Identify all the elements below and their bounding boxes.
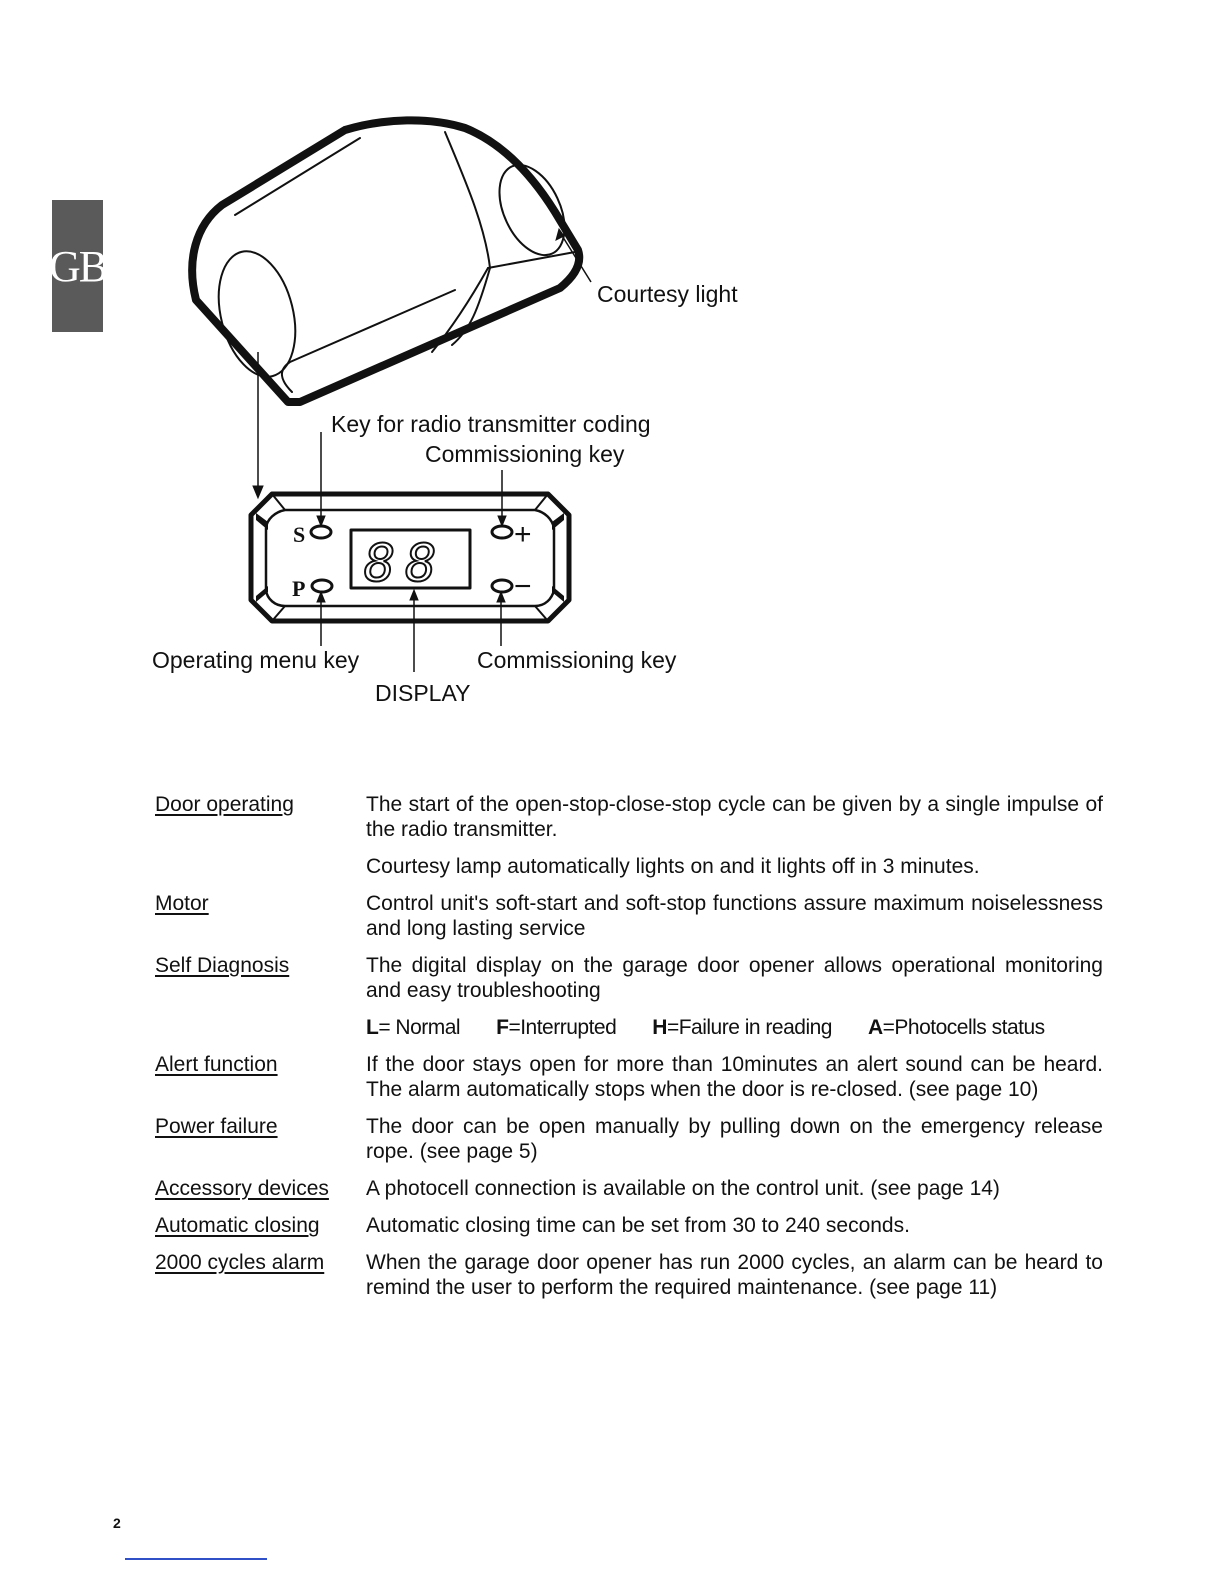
opener-housing-drawing (192, 120, 579, 402)
feature-text: Automatic closing time can be set from 30 to 240 seconds. (366, 1214, 910, 1237)
feature-text: The door can be open manually by pulling down on the emergency release rope. (see page 5) (366, 1115, 1103, 1163)
feature-term: Automatic closing (155, 1214, 320, 1237)
status-code-f: F=Interrupted (496, 1016, 617, 1039)
panel-p-label: P (292, 576, 306, 601)
display-label: DISPLAY (375, 680, 471, 706)
feature-row (155, 891, 1103, 941)
feature-text: When the garage door opener has run 2000 cycles, an alarm can be heard to remind the user to perform the required maintenance. (see page 11) (366, 1251, 1103, 1299)
feature-row (155, 953, 1103, 1040)
feature-text: A photocell connection is available on the control unit. (see page 14) (366, 1177, 1000, 1200)
status-code-h: H=Failure in reading (652, 1016, 832, 1039)
commissioning-key-bottom-label: Commissioning key (477, 647, 677, 673)
feature-term: Accessory devices (155, 1177, 329, 1200)
feature-text: If the door stays open for more than 10minutes an alert sound can be heard. The alarm automatically stops when the door is re-closed. (see page 10) (366, 1053, 1103, 1101)
feature-desc (366, 792, 1103, 879)
feature-desc (366, 1250, 1103, 1300)
feature-desc (366, 1213, 1103, 1238)
feature-row (155, 1114, 1103, 1164)
feature-desc (366, 891, 1103, 941)
feature-text: Courtesy lamp automatically lights on and it lights off in 3 minutes. (366, 855, 980, 878)
feature-term: Power failure (155, 1115, 278, 1138)
opener-diagram (0, 0, 1224, 760)
courtesy-light-label: Courtesy light (597, 281, 738, 307)
feature-row (155, 1052, 1103, 1102)
panel-minus-label: − (514, 570, 532, 603)
radio-key-label: Key for radio transmitter coding (331, 411, 651, 437)
commissioning-key-top-label: Commissioning key (425, 441, 625, 467)
operating-menu-key-label: Operating menu key (152, 647, 360, 673)
features-list (155, 792, 1103, 1312)
feature-desc (366, 1114, 1103, 1164)
status-codes (366, 1015, 1103, 1040)
panel-plus-label: + (514, 518, 532, 551)
feature-desc (366, 1052, 1103, 1102)
feature-term: Door operating (155, 793, 294, 816)
feature-row (155, 1213, 1103, 1238)
feature-text: The digital display on the garage door opener allows operational monitoring and easy troubleshooting (366, 954, 1103, 1002)
panel-s-label: S (293, 522, 306, 547)
feature-term: Self Diagnosis (155, 954, 290, 977)
page-number: 2 (113, 1515, 121, 1531)
footer-rule (125, 1558, 267, 1560)
feature-desc (366, 1176, 1103, 1201)
feature-row (155, 1250, 1103, 1300)
feature-row (155, 1176, 1103, 1201)
feature-text: The start of the open-stop-close-stop cycle can be given by a single impulse of the radio transmitter. (366, 793, 1103, 841)
status-code-a: A=Photocells status (867, 1016, 1045, 1039)
feature-term: Motor (155, 892, 209, 915)
feature-text: Control unit's soft-start and soft-stop functions assure maximum noiselessness and long lasting service (366, 892, 1103, 940)
feature-term: 2000 cycles alarm (155, 1251, 325, 1274)
status-code-l: L= Normal (366, 1016, 461, 1039)
panel-display-digits: 88 (364, 534, 447, 594)
language-tab-label: GB (48, 241, 107, 291)
feature-term: Alert function (155, 1053, 278, 1076)
feature-row (155, 792, 1103, 879)
feature-desc (366, 953, 1103, 1040)
